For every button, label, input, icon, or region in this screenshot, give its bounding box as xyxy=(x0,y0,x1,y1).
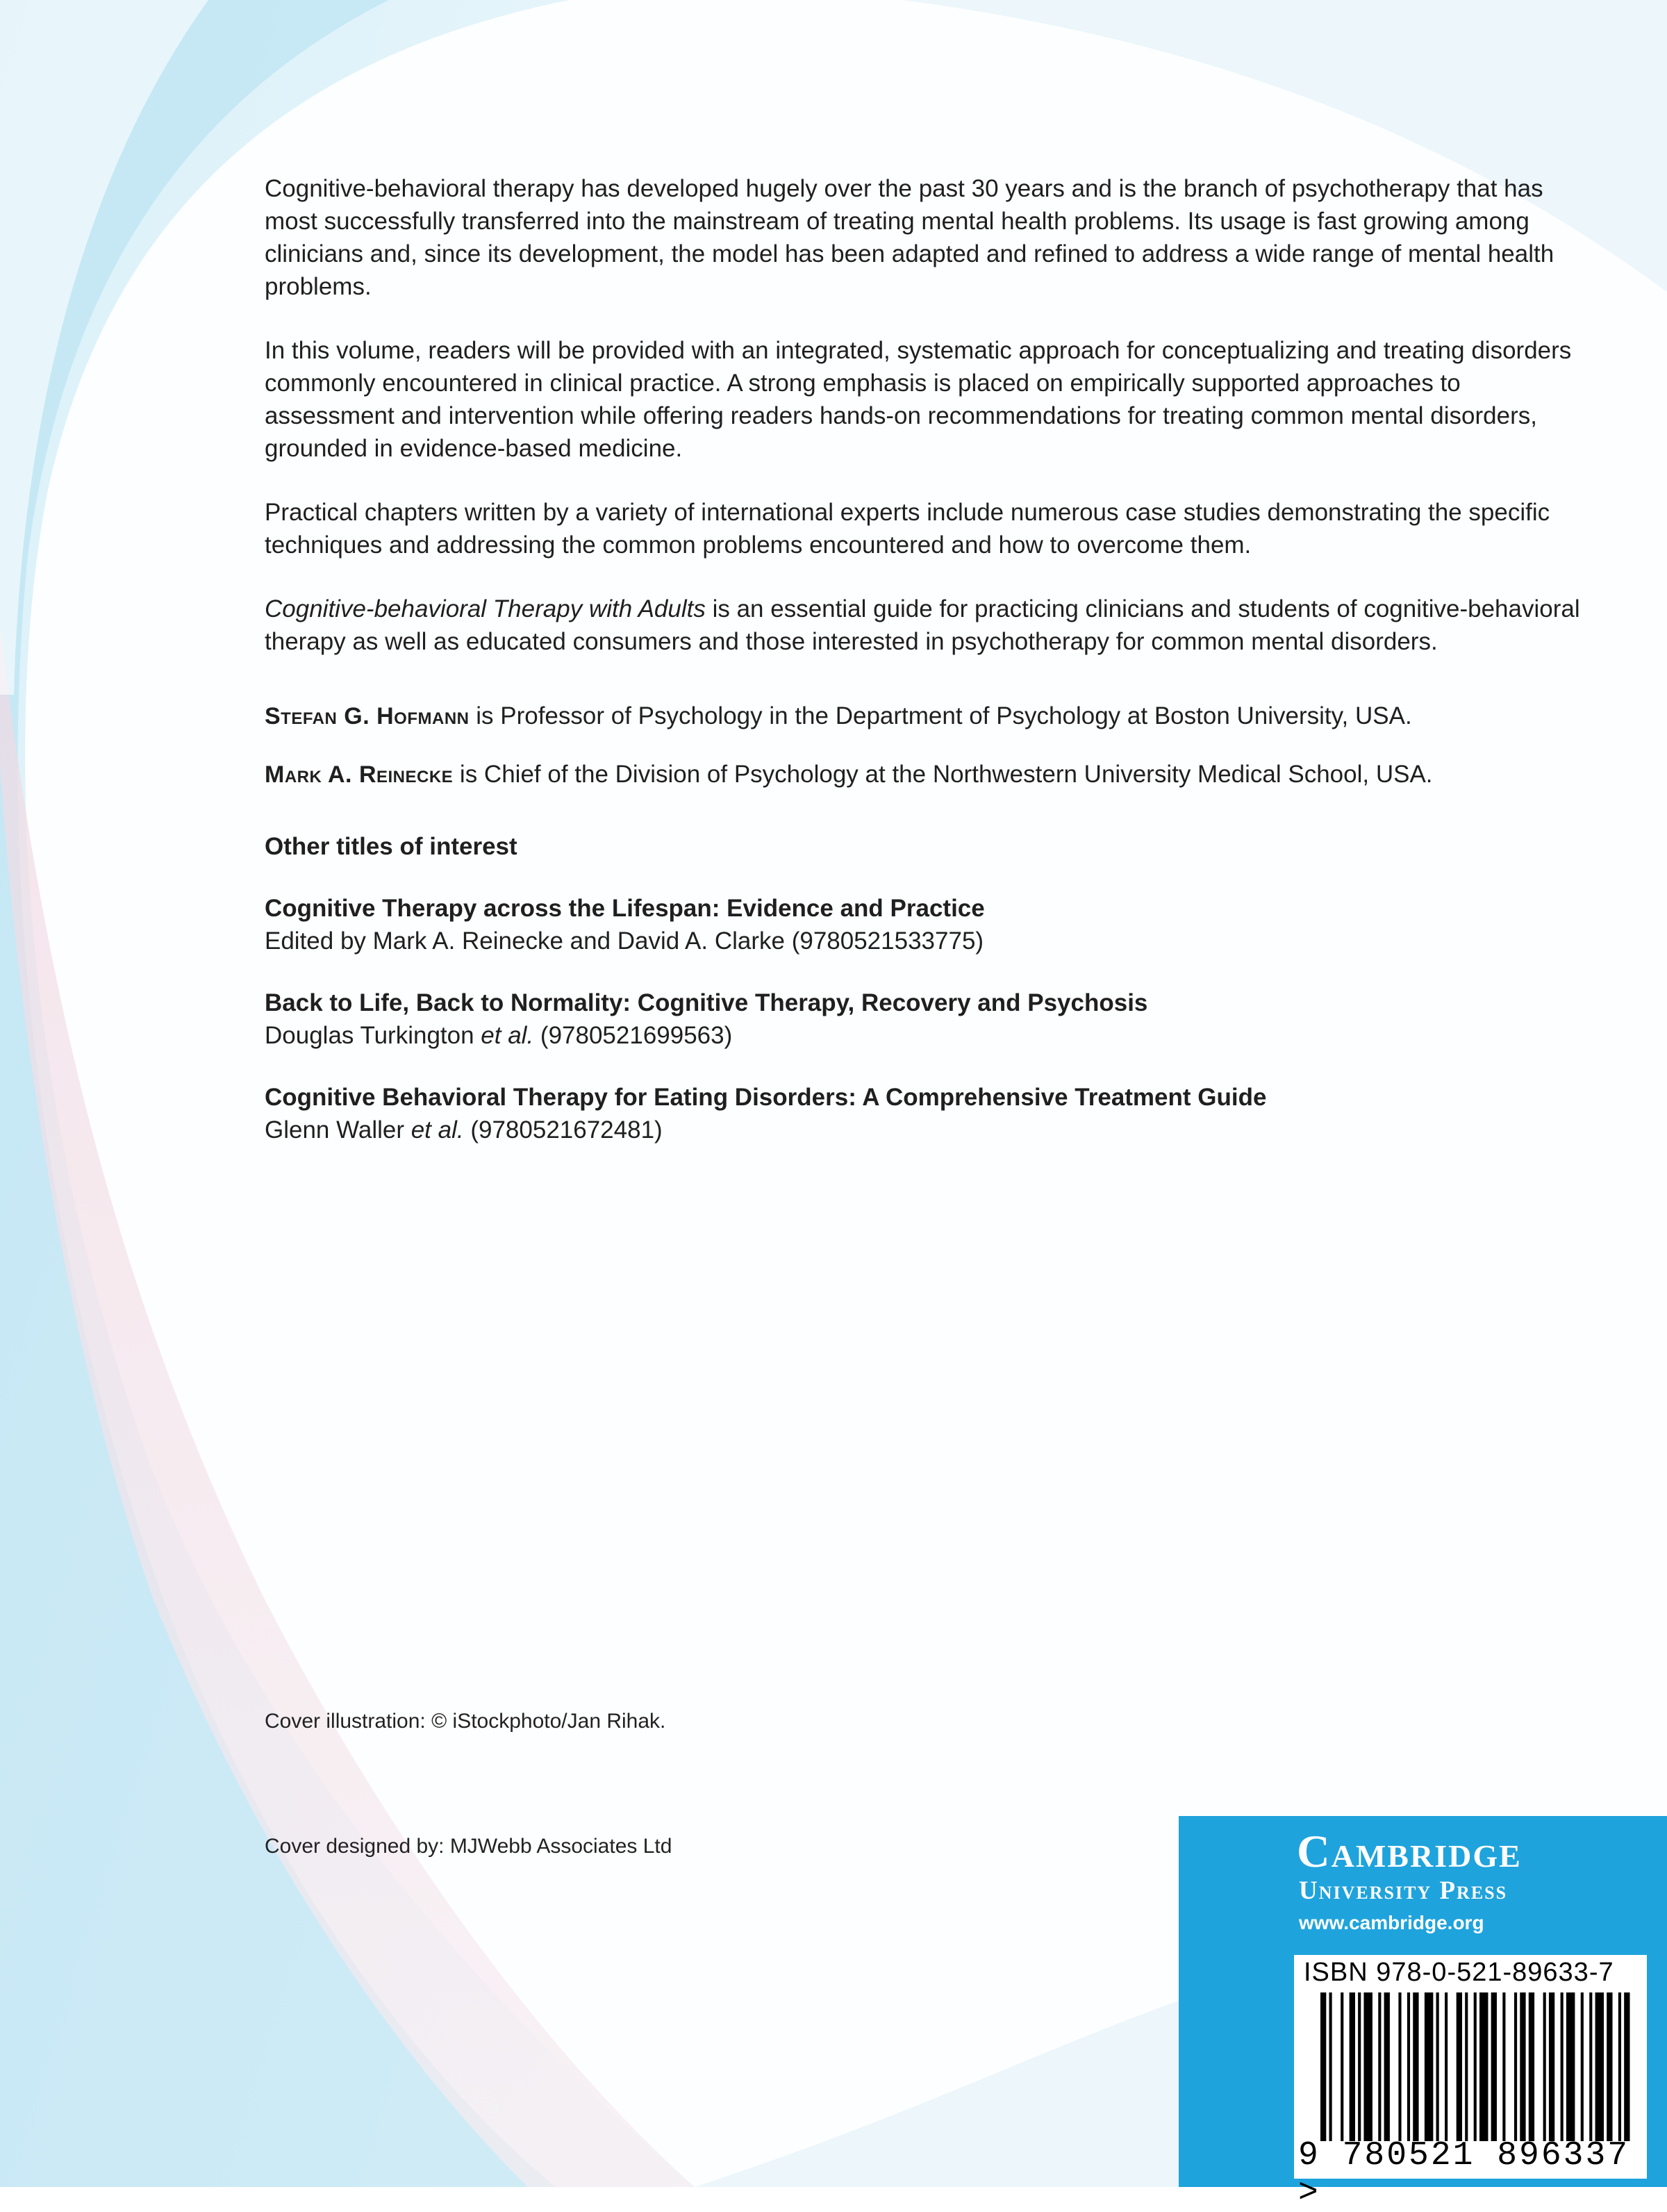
author-bios xyxy=(265,700,1584,791)
other-title-credit xyxy=(265,925,1584,957)
barcode-bar xyxy=(1363,1992,1372,2141)
description-paragraph-1: Cognitive-behavioral therapy has developed hugely over the past 30 years and is the branch of psychotherapy that has most successfully transferred into the mainstream of treating mental health problems. Its usage is fast growing among clinicians and, since its development, the model has been adapted and refined to address a wide range of mental health problems. xyxy=(265,175,1554,300)
other-title-credit xyxy=(265,1114,1584,1146)
barcode-bar xyxy=(1341,1992,1343,2141)
other-title-isbn: (9780521672481) xyxy=(463,1116,663,1144)
barcode-bar xyxy=(1566,1992,1575,2141)
author-name: Stefan G. Hofmann xyxy=(265,703,470,729)
barcode-bar xyxy=(1543,1992,1546,2141)
description-paragraph-2: In this volume, readers will be provided with an integrated, systematic approach for conceptualizing and treating disorders commonly encountered in clinical practice. A strong emphasis is placed on empirically supported approaches to assessment and intervention while offering readers hands-on recommendations for treating common mental disorders, grounded in evidence-based medicine. xyxy=(265,337,1572,462)
cover-design-credit: Cover designed by: MJWebb Associates Ltd xyxy=(265,1835,672,1858)
other-title-entry xyxy=(265,1081,1584,1146)
barcode-bar xyxy=(1581,1992,1584,2141)
author-name: Mark A. Reinecke xyxy=(265,761,454,788)
other-title-credit-text: Edited by Mark A. Reinecke and David A. Clarke (9780521533775) xyxy=(265,927,984,955)
barcode-bar xyxy=(1329,1992,1332,2141)
barcode-bar xyxy=(1425,1992,1433,2141)
barcode-bar xyxy=(1491,1992,1497,2141)
other-title-etal: et al. xyxy=(410,1116,464,1144)
isbn-label: ISBN 978-0-521-89633-7 xyxy=(1304,1958,1614,1987)
barcode-bar xyxy=(1465,1992,1468,2141)
barcode-bar xyxy=(1350,1992,1355,2141)
book-title-italic: Cognitive-behavioral Therapy with Adults xyxy=(265,595,706,622)
barcode-bar xyxy=(1502,1992,1505,2141)
barcode-bar xyxy=(1378,1992,1381,2141)
barcode-bar xyxy=(1561,1992,1564,2141)
author-bio xyxy=(265,758,1584,791)
other-title-credit-text: Douglas Turkington xyxy=(265,1022,481,1049)
barcode-bar xyxy=(1457,1992,1462,2141)
barcode-bar xyxy=(1595,1992,1604,2141)
barcode-bar xyxy=(1398,1992,1401,2141)
barcode-bar xyxy=(1607,1992,1612,2141)
barcode-bar xyxy=(1320,1992,1326,2141)
other-titles-section xyxy=(265,830,1584,1146)
barcode-bar xyxy=(1436,1992,1439,2141)
author-bio-text: is Professor of Psychology in the Department of Psychology at Boston University, USA. xyxy=(469,702,1412,729)
publisher-block xyxy=(1179,1816,1667,2212)
barcode-bar xyxy=(1549,1992,1554,2141)
barcode xyxy=(1320,1992,1639,2141)
other-title-name: Cognitive Therapy across the Lifespan: Evidence and Practice xyxy=(265,895,985,922)
barcode-bar xyxy=(1407,1992,1410,2141)
barcode-bar xyxy=(1514,1992,1517,2141)
description-paragraph-3: Practical chapters written by a variety of international experts include numerous case studies demonstrating the specific techniques and addressing the common problems encountered and how to overcome them. xyxy=(265,499,1550,559)
other-title-name: Cognitive Behavioral Therapy for Eating Disorders: A Comprehensive Treatment Guide xyxy=(265,1084,1267,1111)
publisher-logo-name: Cambridge xyxy=(1297,1826,1522,1877)
description-paragraph-4-text: is an essential guide for practicing clinicians and students of cognitive-behavioral therapy as well as educated consumers and those interested in psychotherapy for common mental disorders. xyxy=(265,595,1580,655)
description-paragraph-4 xyxy=(265,593,1584,658)
barcode-bar xyxy=(1384,1992,1390,2141)
other-title-etal: et al. xyxy=(481,1022,534,1049)
other-title-credit xyxy=(265,1019,1584,1052)
other-titles-heading: Other titles of interest xyxy=(265,833,517,860)
barcode-bar xyxy=(1358,1992,1361,2141)
other-title-name: Back to Life, Back to Normality: Cognitive Therapy, Recovery and Psychosis xyxy=(265,989,1148,1016)
author-bio-text: is Chief of the Division of Psychology at the Northwestern University Medical School, USA. xyxy=(453,761,1433,788)
ean-number: 9 780521 896337 > xyxy=(1298,2137,1630,2212)
other-title-credit-text: Glenn Waller xyxy=(265,1116,411,1144)
barcode-bar xyxy=(1529,1992,1534,2141)
barcode-bar xyxy=(1624,1992,1629,2141)
other-title-entry xyxy=(265,987,1584,1052)
publisher-logo-press: University Press xyxy=(1299,1876,1508,1905)
cover-illustration-credit: Cover illustration: © iStockphoto/Jan Rihak. xyxy=(265,1710,666,1733)
barcode-bar xyxy=(1479,1992,1488,2141)
barcode-bar xyxy=(1445,1992,1448,2141)
barcode-bar xyxy=(1413,1992,1418,2141)
barcode-bar xyxy=(1474,1992,1477,2141)
barcode-bar xyxy=(1589,1992,1592,2141)
other-title-entry xyxy=(265,892,1584,957)
barcode-bar xyxy=(1520,1992,1525,2141)
other-title-isbn: (9780521699563) xyxy=(533,1022,733,1049)
author-bio xyxy=(265,700,1584,733)
barcode-bar xyxy=(1618,1992,1621,2141)
publisher-url: www.cambridge.org xyxy=(1299,1912,1484,1933)
barcode-panel xyxy=(1294,1955,1647,2212)
back-cover-text xyxy=(265,172,1584,1175)
